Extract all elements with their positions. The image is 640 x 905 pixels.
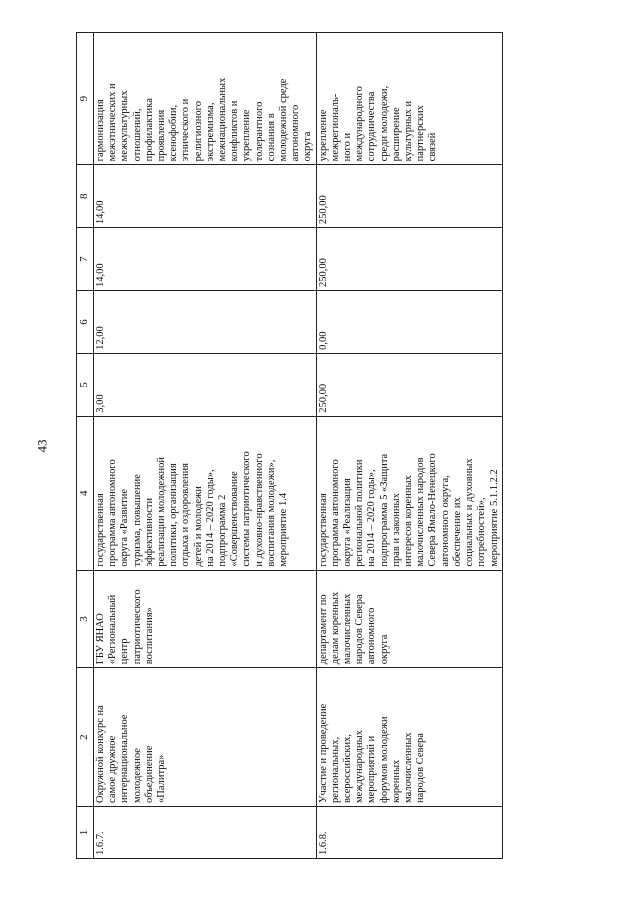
result-cell: укрепление межрегиональ- ного и международного сотрудничества среди молодежи, расширение культурных и партнерских связей (316, 33, 502, 165)
value-cell: 250,00 (316, 165, 502, 228)
responsible: ГБУ ЯНАО «Региональный центр патриотического воспитания» (94, 570, 317, 668)
value-cell: 3,00 (94, 353, 317, 416)
header-cell: 5 (77, 353, 94, 416)
value-cell: 12,00 (94, 291, 317, 354)
row-number: 1.6.8. (316, 806, 502, 858)
header-cell: 1 (77, 806, 94, 858)
table-wrapper (76, 32, 500, 859)
table-row (94, 33, 317, 859)
program-ref: государственная программа автономного округа «Реализация региональной политики на 2014 – 2020 годы», подпрограмма 5 «Защита прав и законных интересов коренных малочисленных народов Севера Ямало-Ненецкого автономного округа, обеспечение их социальных и духовных потребностей», мероприятие 5.1.1.2.2 (316, 416, 502, 570)
header-cell: 9 (77, 33, 94, 165)
header-cell: 6 (77, 291, 94, 354)
value-cell: 250,00 (316, 228, 502, 291)
table-rotated-container (76, 32, 640, 855)
header-cell: 2 (77, 668, 94, 807)
header-cell: 3 (77, 570, 94, 668)
program-ref: государственная программа автономного округа «Развитие туризма, повышение эффективности реализации молодежной политики, организация отдыха и оздоровления детей и молодежи на 2014 – 2020 годы», подпрограмма 2 «Совершенствование системы патриотического и духовно-нравственного воспитания молодежи», мероприятие 1.4 (94, 416, 317, 570)
table-row (316, 33, 502, 859)
header-cell: 4 (77, 416, 94, 570)
program-table (76, 32, 503, 859)
header-cell: 8 (77, 165, 94, 228)
value-cell: 0,00 (316, 291, 502, 354)
row-number: 1.6.7. (94, 806, 317, 858)
header-row (77, 33, 94, 859)
page-number: 43 (34, 439, 50, 453)
value-cell: 14,00 (94, 165, 317, 228)
responsible: департамент по делам коренных малочисленных народов Севера автономного округа (316, 570, 502, 668)
value-cell: 14,00 (94, 228, 317, 291)
value-cell: 250,00 (316, 353, 502, 416)
event-name: Участие и проведение региональных, всероссийских, международных мероприятий и форумов молодежи коренных малочисленных народов Севера (316, 668, 502, 807)
result-cell: гармонизация межэтнических и межкультурных отношений, профилактика проявления ксенофобии, этнического и религиозного экстремизма, межнациональных конфликтов и укрепление толерантного сознания в молодежной среде автономного округа (94, 33, 317, 165)
header-cell: 7 (77, 228, 94, 291)
event-name: Окружной конкурс на самое дружное интернациональное молодежное объединение «Палитра» (94, 668, 317, 807)
